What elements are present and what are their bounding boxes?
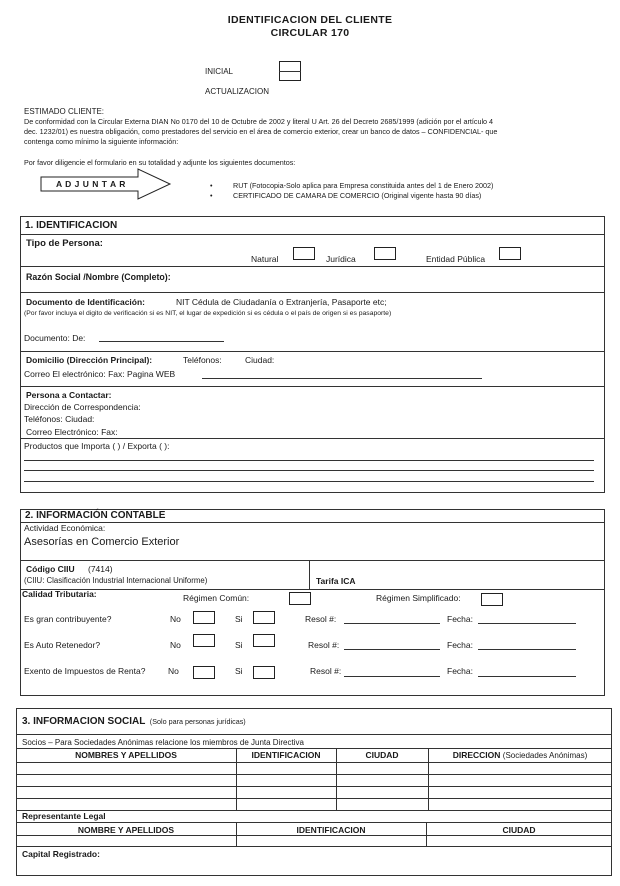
section-3-title: 3. INFORMACION SOCIAL — [22, 716, 146, 727]
regimen-simplificado-checkbox[interactable] — [481, 593, 503, 606]
intro-line-2: dec. 1232/01) es nuestra obligación, como prestadores del servicio en el área de comercio exterior, crear un banco de datos – CONFIDENCIAL- que — [24, 127, 498, 136]
greeting: ESTIMADO CLIENTE: — [24, 107, 105, 116]
divider — [236, 822, 237, 846]
col-identificacion-header: IDENTIFICACION — [251, 750, 321, 760]
resol-label: Resol #: — [308, 640, 340, 650]
col-ciudad-header: CIUDAD — [502, 825, 536, 835]
persona-contactar-label: Persona a Contactar: — [26, 390, 112, 400]
divider — [20, 266, 605, 267]
fecha-label: Fecha: — [447, 666, 473, 676]
divider — [309, 560, 310, 589]
col-nombres-header: NOMBRES Y APELLIDOS — [75, 750, 177, 760]
fecha-label: Fecha: — [447, 640, 473, 650]
bullet-icon: • — [210, 181, 213, 190]
form-subtitle: CIRCULAR 170 — [270, 27, 350, 39]
doc-rut: RUT (Fotocopia-Solo aplica para Empresa constituida antes del 1 de Enero 2002) — [233, 181, 494, 190]
divider — [20, 234, 605, 235]
si-checkbox[interactable] — [253, 666, 275, 679]
no-checkbox[interactable] — [193, 634, 215, 647]
juridica-checkbox[interactable] — [374, 247, 396, 260]
divider — [20, 560, 605, 561]
divider — [20, 386, 605, 387]
section-3-header — [22, 711, 246, 729]
resol-field[interactable] — [344, 676, 440, 677]
table-row[interactable] — [16, 786, 612, 787]
col-nombre-header: NOMBRE Y APELLIDOS — [77, 825, 175, 835]
bullet-icon: • — [210, 191, 213, 200]
documento-field[interactable] — [99, 341, 224, 342]
tel-ciudad-label: Teléfonos: Ciudad: — [24, 414, 95, 424]
telefonos-label: Teléfonos: — [183, 355, 222, 365]
divider — [426, 822, 427, 846]
actividad-economica-value: Asesorías en Comercio Exterior — [24, 536, 180, 548]
entidad-publica-label: Entidad Pública — [426, 254, 486, 264]
divider — [16, 748, 612, 749]
divider — [336, 748, 337, 810]
divider — [20, 589, 605, 590]
checkbox-divider — [279, 71, 301, 72]
divider — [20, 522, 605, 523]
table-row[interactable] — [16, 762, 612, 763]
form-title: IDENTIFICACION DEL CLIENTE — [227, 14, 393, 26]
table-row[interactable] — [16, 835, 612, 836]
col-direccion-note: (Sociedades Anónimas) — [502, 751, 588, 760]
representante-legal-label: Representante Legal — [22, 811, 106, 821]
si-label: Si — [235, 640, 243, 650]
productos-line-2[interactable] — [24, 470, 594, 471]
row-label: Es gran contribuyente? — [24, 614, 112, 624]
table-row[interactable] — [16, 774, 612, 775]
section-1-title: 1. IDENTIFICACION — [25, 220, 118, 231]
doc-ident-options: NIT Cédula de Ciudadanía o Extranjería, Pasaporte etc; — [176, 297, 387, 307]
calidad-tributaria-label: Calidad Tributaria: — [22, 589, 97, 599]
actividad-economica-label: Actividad Económica: — [24, 523, 106, 533]
intro-instruction: Por favor diligencie el formulario en su totalidad y adjunte los siguientes documentos: — [24, 158, 296, 167]
fecha-field[interactable] — [478, 649, 576, 650]
si-label: Si — [235, 666, 243, 676]
col-direccion-header — [428, 750, 612, 760]
productos-label: Productos que Importa ( ) / Exporta ( ): — [24, 441, 170, 451]
intro-line-1: De conformidad con la Circular Externa DIAN No 0170 del 10 de Octubre de 2002 y literal U Art. 26 del Decreto 2685/1999 (adición por el artículo 4 — [24, 117, 494, 126]
no-checkbox[interactable] — [193, 611, 215, 624]
correo-fax-label: Correo Electrónico: Fax: — [26, 427, 118, 437]
section-2-title: 2. INFORMACIÓN CONTABLE — [25, 510, 166, 521]
ciudad-label: Ciudad: — [245, 355, 275, 365]
resol-field[interactable] — [344, 623, 440, 624]
regimen-comun-label: Régimen Común: — [183, 593, 250, 603]
col-identificacion-header: IDENTIFICACION — [296, 825, 366, 835]
col-ciudad-header: CIUDAD — [365, 750, 399, 760]
si-checkbox[interactable] — [253, 611, 275, 624]
si-checkbox[interactable] — [253, 634, 275, 647]
codigo-ciiu-value: (7414) — [88, 564, 113, 574]
tarifa-ica-label: Tarifa ICA — [316, 576, 356, 586]
no-checkbox[interactable] — [193, 666, 215, 679]
doc-ident-label: Documento de Identificación: — [26, 297, 146, 307]
natural-label: Natural — [251, 254, 279, 264]
resol-label: Resol #: — [305, 614, 337, 624]
correo-fax-web-label: Correo El electrónico: Fax: Pagina WEB — [24, 369, 176, 379]
regimen-comun-checkbox[interactable] — [289, 592, 311, 605]
razon-social-label: Razón Social /Nombre (Completo): — [26, 272, 171, 282]
tipo-persona-label: Tipo de Persona: — [26, 238, 103, 249]
divider — [20, 292, 605, 293]
documento-de-label: Documento: De: — [24, 333, 86, 343]
domicilio-label: Domicilio (Dirección Principal): — [26, 355, 153, 365]
table-row[interactable] — [16, 798, 612, 799]
resol-field[interactable] — [344, 649, 440, 650]
doc-ident-note: (Por favor incluya el digito de verificación si es NIT, el lugar de expedición si es cédula o el país de origen si es pasaporte) — [24, 310, 392, 317]
row-label: Exento de Impuestos de Renta? — [24, 666, 146, 676]
divider — [20, 351, 605, 352]
regimen-simplificado-label: Régimen Simplificado: — [376, 593, 461, 603]
col-direccion-label: DIRECCION — [452, 750, 501, 760]
socios-label: Socios – Para Sociedades Anónimas relacione los miembros de Junta Directiva — [22, 738, 304, 747]
fecha-field[interactable] — [478, 676, 576, 677]
si-label: Si — [235, 614, 243, 624]
intro-line-3: contenga como mínimo la siguiente información: — [24, 137, 179, 146]
actualizacion-label: ACTUALIZACION — [205, 87, 270, 96]
dir-correspondencia-label: Dirección de Correspondencia: — [24, 402, 141, 412]
doc-camara-comercio: CERTIFICADO DE CAMARA DE COMERCIO (Original vigente hasta 90 días) — [233, 191, 482, 200]
codigo-ciiu-label: Código CIIU — [26, 564, 75, 574]
capital-registrado-label: Capital Registrado: — [22, 849, 100, 859]
divider — [236, 748, 237, 810]
no-label: No — [170, 640, 181, 650]
divider — [16, 822, 612, 823]
natural-checkbox[interactable] — [293, 247, 315, 260]
divider — [16, 734, 612, 735]
juridica-label: Jurídica — [326, 254, 356, 264]
row-label: Es Auto Retenedor? — [24, 640, 101, 650]
no-label: No — [170, 614, 181, 624]
divider — [428, 748, 429, 810]
inicial-label: INICIAL — [205, 67, 234, 76]
productos-line-1[interactable] — [24, 460, 594, 461]
productos-line-3[interactable] — [24, 481, 594, 482]
ciiu-description: (CIIU: Clasificación Industrial Internacional Uniforme) — [24, 576, 208, 585]
divider — [16, 846, 612, 847]
resol-label: Resol #: — [310, 666, 342, 676]
fecha-label: Fecha: — [447, 614, 473, 624]
divider — [20, 438, 605, 439]
web-field[interactable] — [202, 378, 482, 379]
adjuntar-label: A D J U N T A R — [56, 179, 126, 189]
no-label: No — [168, 666, 179, 676]
fecha-field[interactable] — [478, 623, 576, 624]
entidad-publica-checkbox[interactable] — [499, 247, 521, 260]
section-3-note: (Solo para personas jurídicas) — [149, 717, 246, 726]
